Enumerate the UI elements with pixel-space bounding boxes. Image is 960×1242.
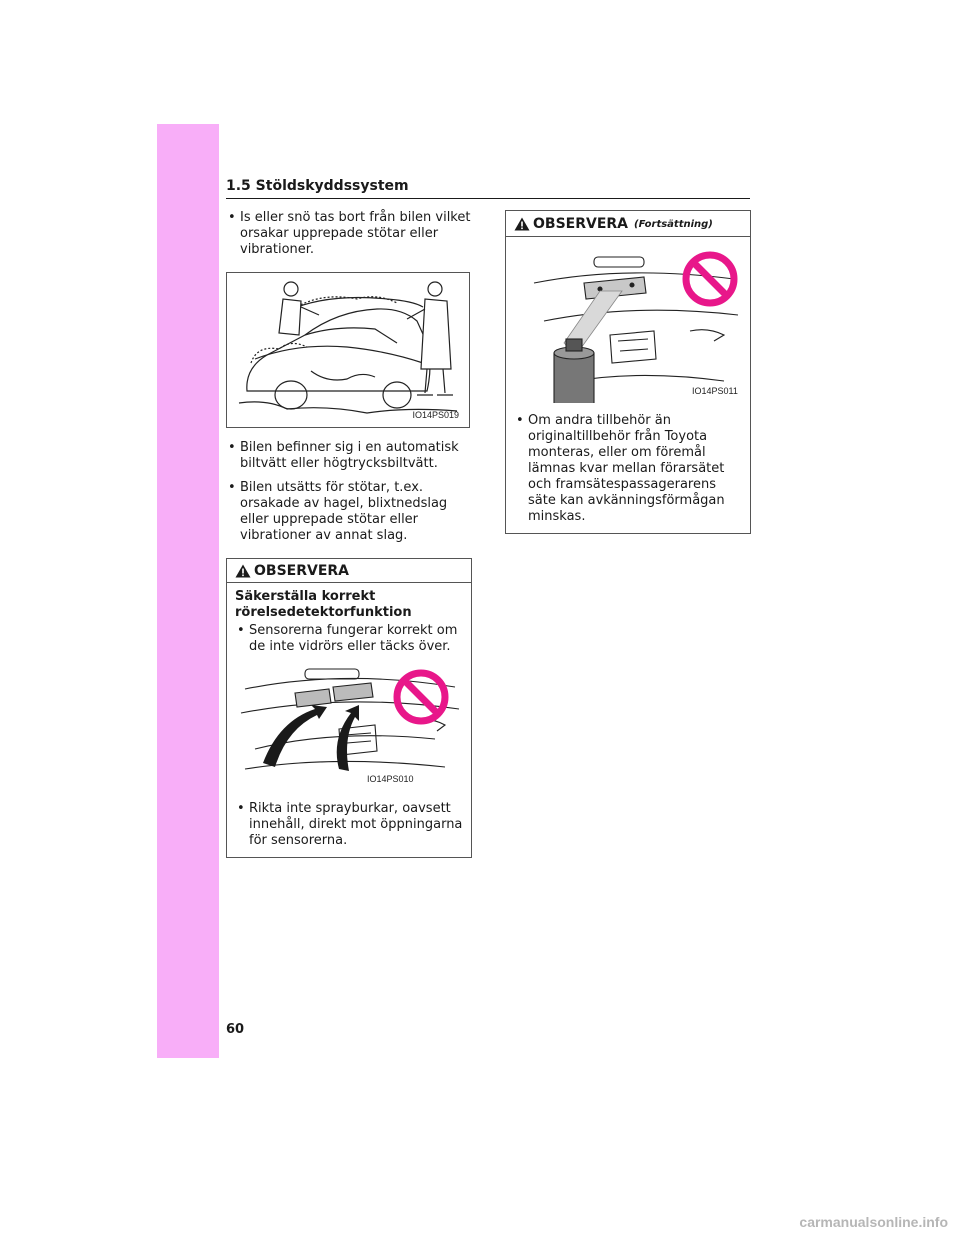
figure-code: IO14PS010 — [367, 774, 414, 784]
caution-title: OBSERVERA — [533, 216, 629, 232]
spray-can-illustration — [514, 243, 742, 403]
list-item: • Sensorerna fungerar korrekt om de inte vidrörs eller täcks över. — [237, 623, 458, 654]
spray-can-figure — [514, 243, 742, 403]
caution-box — [226, 558, 472, 858]
list-item: • Bilen utsätts för stötar, t.ex. orsakade av hagel, blixtnedslag eller upprepade stötar eller vibrationer av annat slag. — [228, 480, 448, 543]
warning-icon — [235, 564, 251, 578]
watermark: carmanualsonline.info — [799, 1214, 948, 1230]
caution-box-continued — [505, 210, 751, 534]
list-item: • Is eller snö tas bort från bilen vilket orsakar upprepade stötar eller vibrationer. — [228, 210, 471, 257]
page-number: 60 — [226, 1022, 245, 1037]
caution-header — [227, 559, 471, 583]
sensor-cover-figure — [235, 659, 463, 791]
caution-title: OBSERVERA — [254, 563, 350, 579]
figure-code: IO14PS019 — [412, 410, 459, 420]
figure-code: IO14PS011 — [692, 386, 738, 396]
warning-icon — [514, 217, 530, 231]
list-item: • Bilen befinner sig i en automatisk biltvätt eller högtrycksbiltvätt. — [228, 440, 459, 471]
car-snow-figure — [226, 272, 470, 428]
left-column — [226, 210, 472, 858]
list-item: • Rikta inte sprayburkar, oavsett innehåll, direkt mot öppningarna för sensorerna. — [237, 801, 463, 848]
sensor-cover-illustration — [235, 659, 463, 791]
car-snow-illustration — [227, 273, 469, 427]
caution-subtitle: Säkerställa korrekt rörelsedetektorfunktion — [235, 589, 412, 620]
right-column — [505, 210, 751, 534]
chapter-side-tab — [157, 124, 219, 1058]
caution-header — [506, 211, 750, 237]
section-header: 1.5 Stöldskyddssystem — [226, 178, 750, 199]
list-item: • Om andra tillbehör än originaltillbehör från Toyota monteras, eller om föremål lämnas kvar mellan förarsätet och framsätespassagerarens säte kan avkänningsförmågan minskas. — [516, 413, 725, 524]
continued-label: (Fortsättning) — [634, 219, 713, 230]
